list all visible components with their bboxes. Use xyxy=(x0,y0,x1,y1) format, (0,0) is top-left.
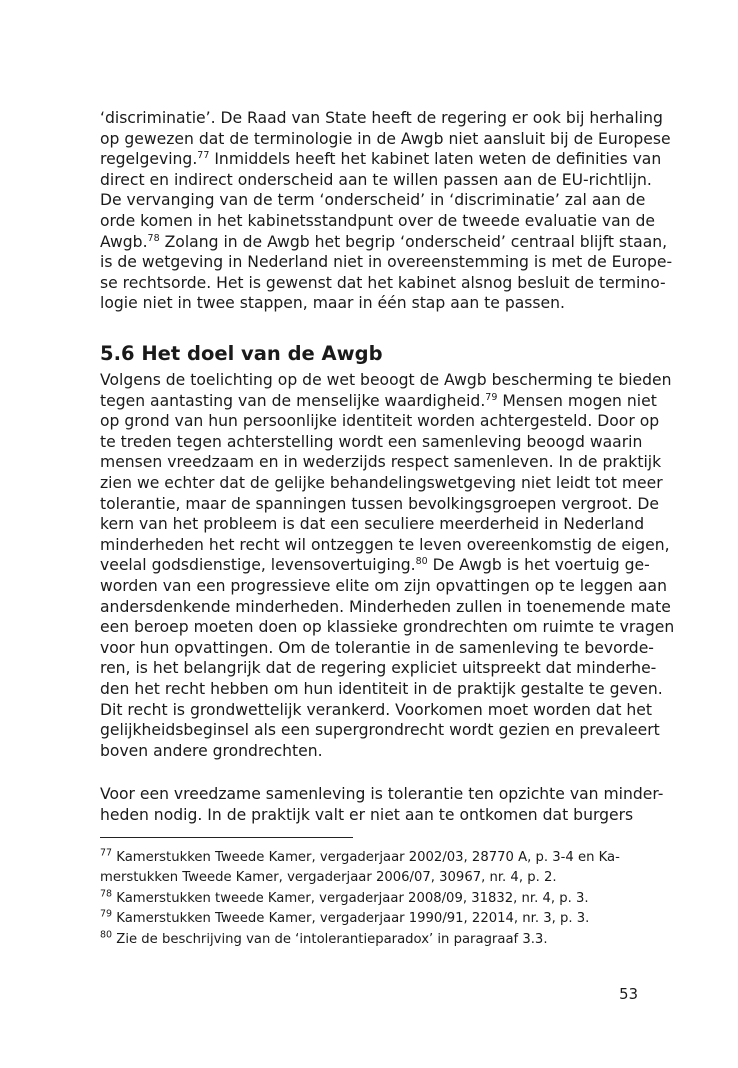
text-run: te treden tegen achterstelling wordt een samenleving beoogd waarin xyxy=(100,432,643,451)
text-run: worden van een progressieve elite om zijn opvattingen op te leggen aan xyxy=(100,576,667,595)
footnote-marker: 78 xyxy=(100,888,113,900)
page-number: 53 xyxy=(619,986,638,1003)
text-run: is de wetgeving in Nederland niet in overeenstemming is met de Europe- xyxy=(100,253,673,272)
text-run: voor hun opvattingen. Om de tolerantie in de samenleving te bevorde- xyxy=(100,638,654,657)
text-run: Awgb. xyxy=(100,232,148,251)
text-line xyxy=(100,514,674,535)
text-line xyxy=(100,617,674,638)
text-run: regelgeving. xyxy=(100,150,198,169)
text-line xyxy=(100,149,672,170)
text-line xyxy=(100,252,672,273)
text-line xyxy=(100,555,674,576)
text-line xyxy=(100,741,674,762)
footnote-marker: 79 xyxy=(100,908,113,920)
text-run: direct en indirect onderscheid aan te willen passen aan de EU-richtlijn. xyxy=(100,170,652,189)
footnote-marker: 78 xyxy=(147,232,160,244)
text-run: op grond van hun persoonlijke identiteit worden achtergesteld. Door op xyxy=(100,412,660,431)
text-run: mensen vreedzaam en in wederzijds respect samenleven. In de praktijk xyxy=(100,453,662,472)
footnotes xyxy=(100,848,620,950)
text-line xyxy=(100,720,674,741)
text-run: Kamerstukken tweede Kamer, vergaderjaar 2008/09, 31832, nr. 4, p. 3. xyxy=(112,890,589,906)
text-line xyxy=(100,930,620,950)
text-line xyxy=(100,273,672,294)
text-run: veelal godsdienstige, levensovertuiging. xyxy=(100,556,416,575)
text-line xyxy=(100,889,620,909)
text-run: Zolang in de Awgb het begrip ‘onderscheid’ centraal blijft staan, xyxy=(159,232,668,251)
text-line xyxy=(100,190,672,211)
footnote-separator xyxy=(100,837,353,838)
section-heading: 5.6 Het doel van de Awgb xyxy=(100,342,383,365)
text-line xyxy=(100,805,663,826)
paragraph xyxy=(100,370,674,761)
text-run: Zie de beschrijving van de ‘intolerantieparadox’ in paragraaf 3.3. xyxy=(112,931,548,947)
text-run: den het recht hebben om hun identiteit in de praktijk gestalte te geven. xyxy=(100,679,663,698)
text-run: gelijkheidsbeginsel als een supergrondrecht wordt gezien en prevaleert xyxy=(100,721,660,740)
footnote-marker: 80 xyxy=(415,556,428,568)
text-line xyxy=(100,576,674,597)
text-run: een beroep moeten doen op klassieke grondrechten om ruimte te vragen xyxy=(100,618,675,637)
footnote-marker: 79 xyxy=(485,391,498,403)
text-line xyxy=(100,638,674,659)
text-run: ‘discriminatie’. De Raad van State heeft de regering er ook bij herhaling xyxy=(100,109,663,127)
text-line xyxy=(100,473,674,494)
text-run: Mensen mogen niet xyxy=(497,391,657,410)
text-line xyxy=(100,658,674,679)
text-run: tegen aantasting van de menselijke waardigheid. xyxy=(100,391,486,410)
text-run: minderheden het recht wil ontzeggen te leven overeenkomstig de eigen, xyxy=(100,535,670,554)
text-line xyxy=(100,848,620,868)
text-line xyxy=(100,597,674,618)
text-run: ren, is het belangrijk dat de regering expliciet uitspreekt dat minderhe- xyxy=(100,659,657,678)
text-line xyxy=(100,868,620,888)
text-run: De vervanging van de term ‘onderscheid’ in ‘discriminatie’ zal aan de xyxy=(100,191,646,210)
paragraph xyxy=(100,108,672,314)
text-line xyxy=(100,370,674,391)
text-line xyxy=(100,170,672,191)
text-line xyxy=(100,129,672,150)
text-line xyxy=(100,108,672,129)
footnote-marker: 80 xyxy=(100,929,113,941)
text-line xyxy=(100,784,663,805)
text-line xyxy=(100,411,674,432)
text-run: orde komen in het kabinetsstandpunt over de tweede evaluatie van de xyxy=(100,211,656,230)
text-run: zien we echter dat de gelijke behandelingswetgeving niet leidt tot meer xyxy=(100,473,663,492)
text-run: heden nodig. In de praktijk valt er niet aan te ontkomen dat burgers xyxy=(100,805,634,824)
text-line xyxy=(100,211,672,232)
footnote-marker: 77 xyxy=(197,150,210,161)
text-line xyxy=(100,391,674,412)
text-line xyxy=(100,909,620,929)
text-run: Voor een vreedzame samenleving is tolerantie ten opzichte van minder- xyxy=(100,785,664,803)
text-run: Dit recht is grondwettelijk verankerd. Voorkomen moet worden dat het xyxy=(100,700,653,719)
text-line xyxy=(100,293,672,314)
paragraph xyxy=(100,784,663,825)
text-run: kern van het probleem is dat een seculiere meerderheid in Nederland xyxy=(100,515,645,534)
text-line xyxy=(100,679,674,700)
text-run: merstukken Tweede Kamer, vergaderjaar 2006/07, 30967, nr. 4, p. 2. xyxy=(100,870,557,886)
text-line xyxy=(100,432,674,453)
text-line xyxy=(100,494,674,515)
text-run: op gewezen dat de terminologie in de Awgb niet aansluit bij de Europese xyxy=(100,129,671,148)
text-run: tolerantie, maar de spanningen tussen bevolkingsgroepen vergroot. De xyxy=(100,494,660,513)
text-run: De Awgb is het voertuig ge- xyxy=(427,556,650,575)
text-line xyxy=(100,535,674,556)
text-run: Kamerstukken Tweede Kamer, vergaderjaar 1990/91, 22014, nr. 3, p. 3. xyxy=(112,911,590,927)
text-run: Kamerstukken Tweede Kamer, vergaderjaar 2002/03, 28770 A, p. 3-4 en Ka- xyxy=(112,850,620,865)
text-line xyxy=(100,700,674,721)
text-run: boven andere grondrechten. xyxy=(100,741,323,760)
text-run: Volgens de toelichting op de wet beoogt de Awgb bescherming te bieden xyxy=(100,371,672,389)
text-run: andersdenkende minderheden. Minderheden zullen in toenemende mate xyxy=(100,597,671,616)
text-run: logie niet in twee stappen, maar in één stap aan te passen. xyxy=(100,294,565,313)
text-run: Inmiddels heeft het kabinet laten weten de definities van xyxy=(209,150,662,169)
footnote-marker: 77 xyxy=(100,847,113,859)
text-line xyxy=(100,232,672,253)
text-line xyxy=(100,452,674,473)
text-run: se rechtsorde. Het is gewenst dat het kabinet alsnog besluit de termino- xyxy=(100,273,666,292)
